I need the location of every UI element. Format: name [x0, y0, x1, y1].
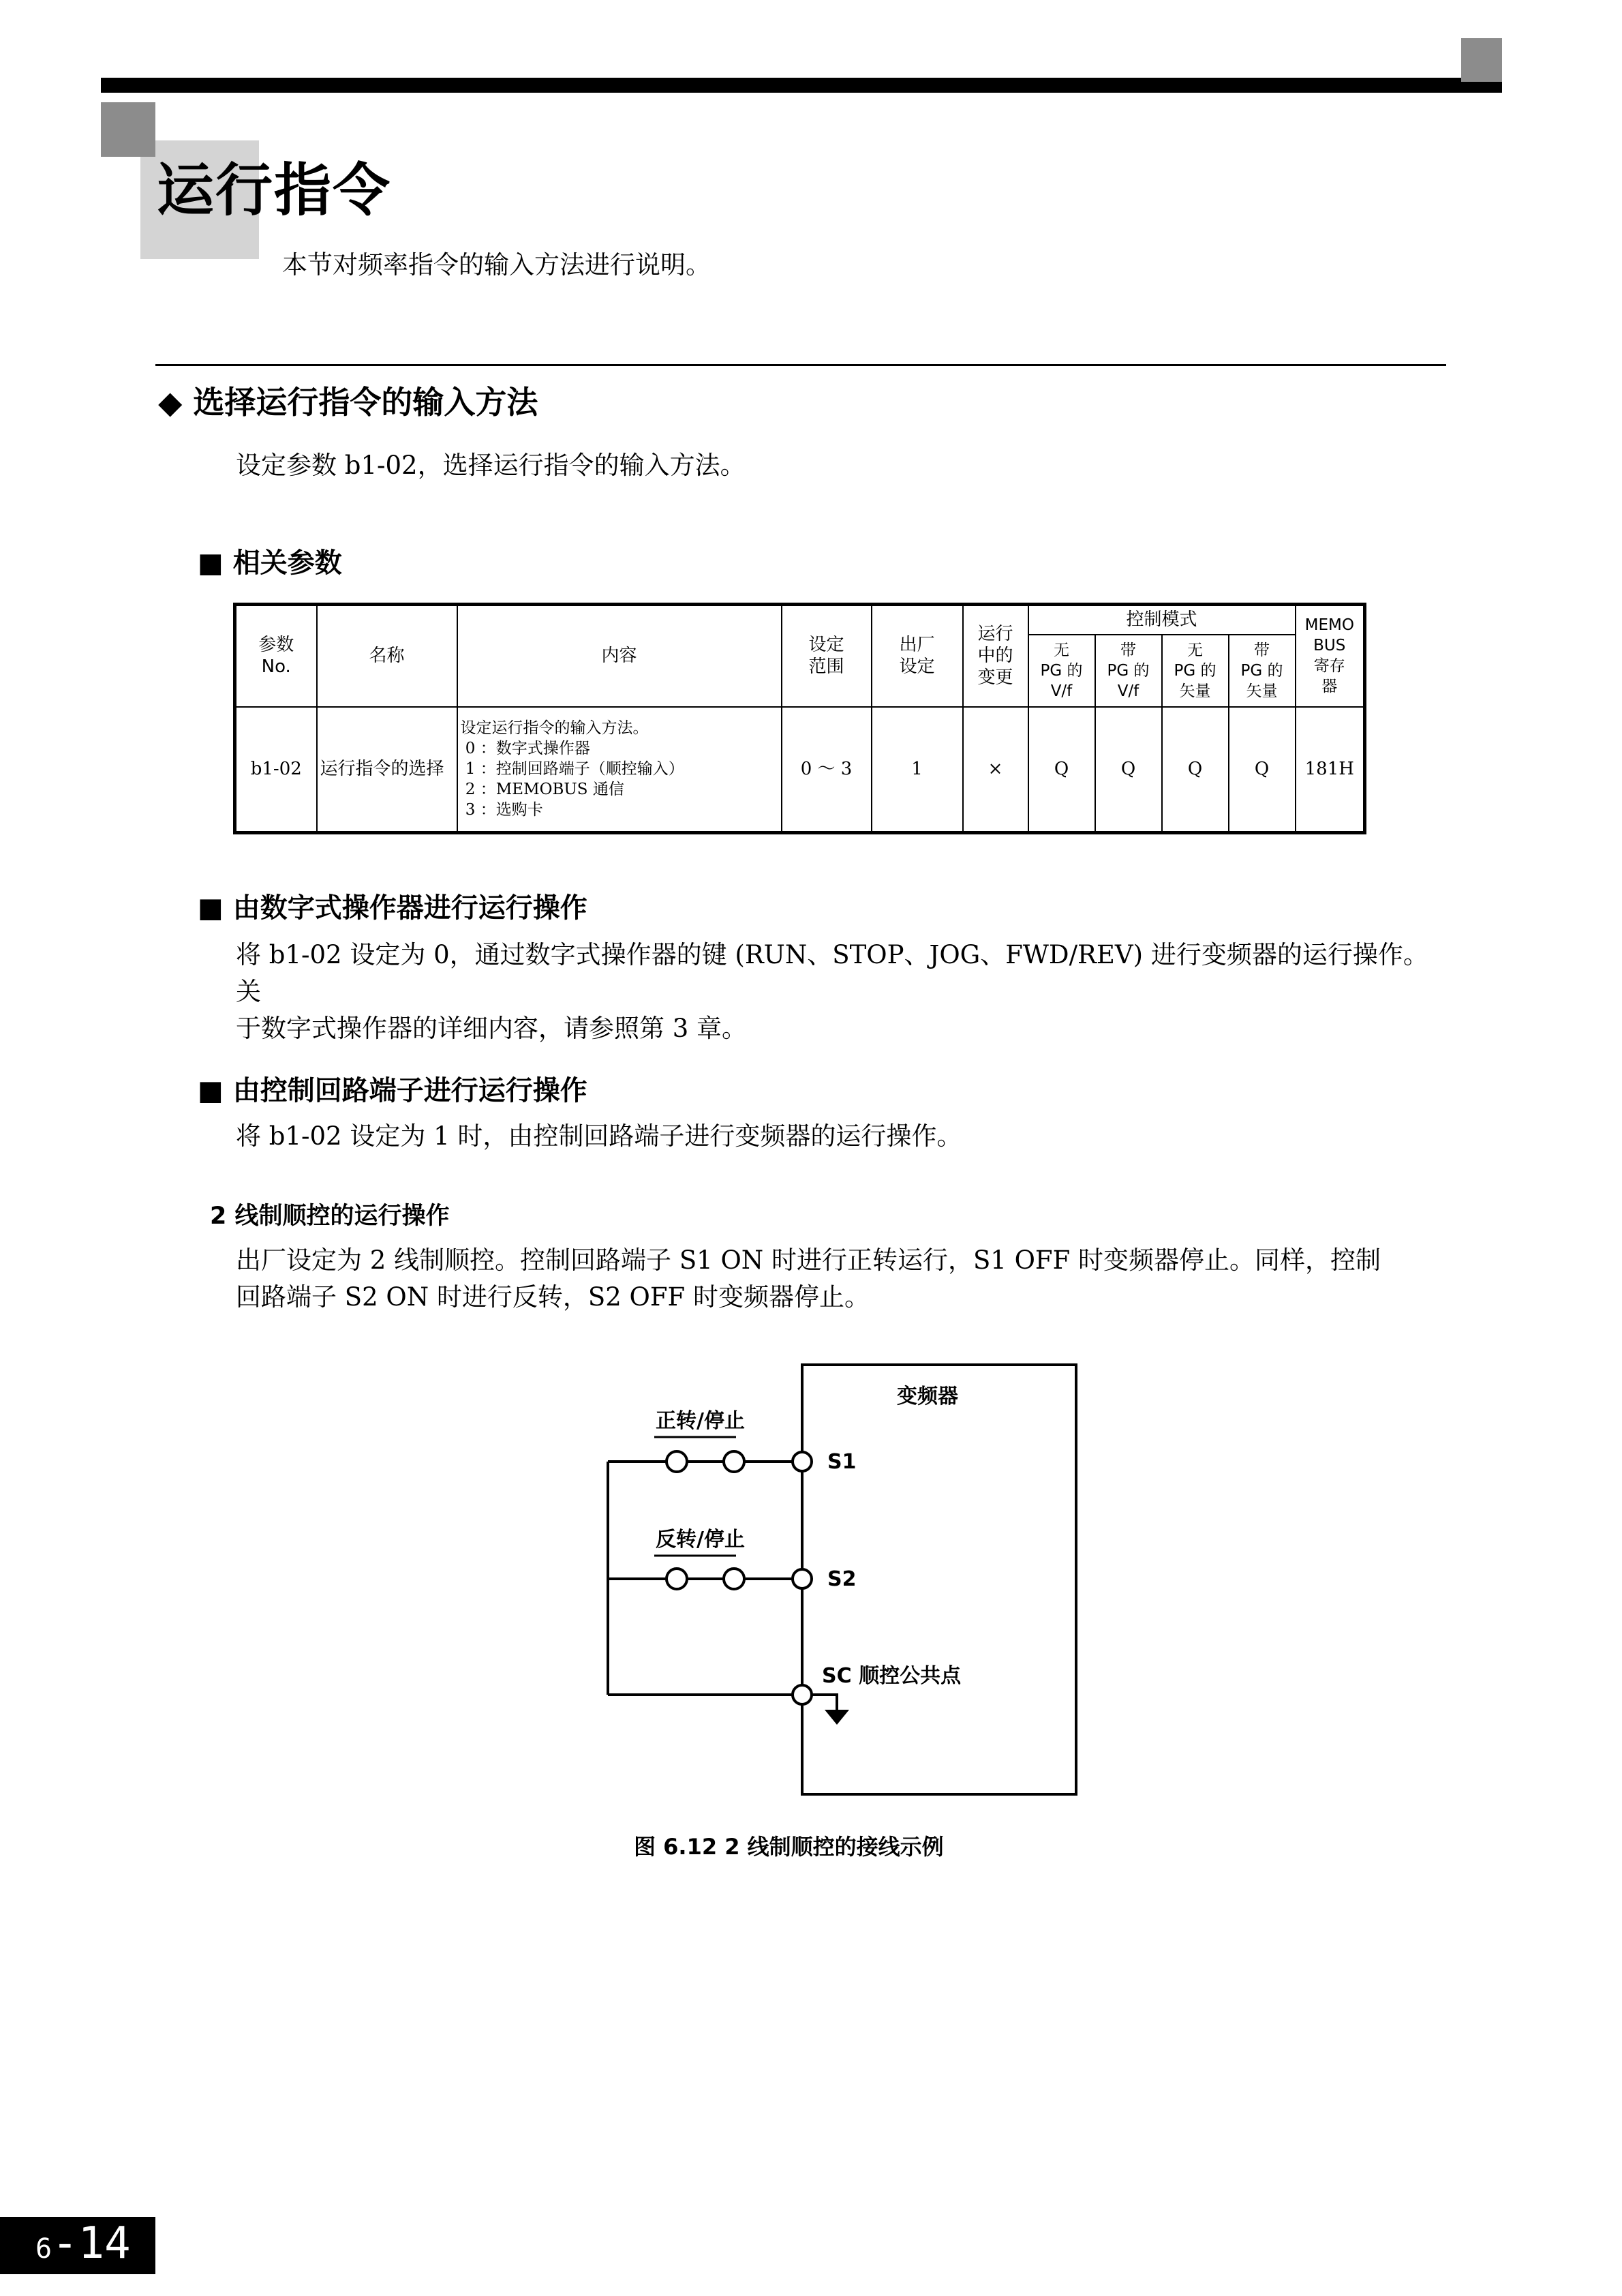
- terminal-s2-label: S2: [827, 1567, 857, 1591]
- header-mode-4: 带 PG 的 矢量: [1229, 635, 1296, 707]
- header-range: 设定 范围: [782, 605, 872, 707]
- header-mode-3: 无 PG 的 矢量: [1162, 635, 1229, 707]
- title-decor-dark-square: [101, 102, 155, 157]
- table-row: [235, 707, 1365, 833]
- header-param-no: 参数 No.: [235, 605, 317, 707]
- cell-mode-4: Q: [1229, 707, 1296, 833]
- terminal-s1-icon: [793, 1452, 812, 1471]
- paragraph-line: 将 b1-02 设定为 0，通过数字式操作器的键 (RUN、STOP、JOG、FWD/REV) 进行变频器的运行操作。关: [236, 940, 1428, 1006]
- related-params-heading-text: 相关参数: [232, 547, 342, 579]
- paragraph-line: 出厂设定为 2 线制顺控。控制回路端子 S1 ON 时进行正转运行，S1 OFF 时变频器停止。同样，控制: [236, 1245, 1381, 1275]
- switch2-contact-b-icon: [724, 1569, 744, 1589]
- ground-arrow-icon: [825, 1710, 849, 1725]
- digital-operator-paragraph: [236, 937, 1449, 1047]
- page-number-suffix: -14: [52, 2218, 131, 2269]
- switch2-label: 反转/停止: [656, 1528, 745, 1552]
- digital-operator-heading-text: 由数字式操作器进行运行操作: [232, 892, 587, 924]
- page-number: [35, 2218, 131, 2269]
- header-control-mode: 控制模式: [1028, 605, 1296, 635]
- cell-param-no: b1-02: [235, 707, 317, 833]
- square-bullet-icon: ■: [198, 892, 233, 924]
- control-terminal-heading: [198, 1069, 587, 1108]
- terminal-s1-label: S1: [827, 1450, 857, 1474]
- page-title: 运行指令: [157, 157, 392, 224]
- header-name: 名称: [317, 605, 457, 707]
- cell-name: 运行指令的选择: [317, 707, 457, 833]
- terminal-s2-icon: [793, 1569, 812, 1588]
- header-memobus: MEMO BUS 寄存 器: [1296, 605, 1365, 707]
- switch2-contact-a-icon: [667, 1569, 687, 1589]
- square-bullet-icon: ■: [198, 547, 233, 579]
- control-terminal-paragraph: 将 b1-02 设定为 1 时，由控制回路端子进行变频器的运行操作。: [236, 1121, 962, 1151]
- wiring-diagram: [600, 1357, 1090, 1807]
- cell-run-change: ×: [963, 707, 1028, 833]
- table-header-row: [235, 605, 1365, 635]
- square-bullet-icon: ■: [198, 1075, 233, 1106]
- two-wire-heading: 2 线制顺控的运行操作: [210, 1203, 450, 1230]
- cell-memobus: 181H: [1296, 707, 1365, 833]
- control-terminal-heading-text: 由控制回路端子进行运行操作: [232, 1075, 587, 1106]
- section-intro: 设定参数 b1-02，选择运行指令的输入方法。: [236, 451, 746, 480]
- parameter-table: [233, 603, 1366, 834]
- switch1-contact-b-icon: [724, 1451, 744, 1472]
- related-params-heading: [198, 541, 342, 580]
- switch1-label: 正转/停止: [656, 1409, 745, 1433]
- header-mode-2: 带 PG 的 V/f: [1095, 635, 1162, 707]
- page-number-prefix: 6: [35, 2233, 52, 2265]
- cell-mode-1: Q: [1028, 707, 1095, 833]
- switch1-contact-a-icon: [667, 1451, 687, 1472]
- terminal-sc-icon: [793, 1685, 812, 1704]
- section-heading: [158, 378, 538, 423]
- two-wire-paragraph: [236, 1242, 1449, 1316]
- cell-mode-2: Q: [1095, 707, 1162, 833]
- header-run-change: 运行 中的 变更: [963, 605, 1028, 707]
- cell-mode-3: Q: [1162, 707, 1229, 833]
- figure-caption: 图 6.12 2 线制顺控的接线示例: [634, 1834, 944, 1860]
- header-factory: 出厂 设定: [872, 605, 963, 707]
- page-intro: 本节对频率指令的输入方法进行说明。: [282, 250, 711, 280]
- terminal-sc-label: SC 顺控公共点: [822, 1664, 962, 1688]
- cell-range: 0 ～ 3: [782, 707, 872, 833]
- ground-wire: [812, 1695, 837, 1711]
- cell-factory: 1: [872, 707, 963, 833]
- header-content: 内容: [457, 605, 782, 707]
- paragraph-line: 回路端子 S2 ON 时进行反转，S2 OFF 时变频器停止。: [236, 1282, 870, 1312]
- inverter-label: 变频器: [897, 1385, 958, 1408]
- paragraph-line: 于数字式操作器的详细内容，请参照第 3 章。: [236, 1014, 748, 1043]
- header-mode-1: 无 PG 的 V/f: [1028, 635, 1095, 707]
- corner-square: [1461, 38, 1502, 82]
- digital-operator-heading: [198, 886, 587, 925]
- cell-content: 设定运行指令的输入方法。 0 ：数字式操作器 1 ：控制回路端子（顺控输入） 2 ：MEMOBUS 通信 3 ：选购卡: [457, 707, 782, 833]
- section-rule: [155, 364, 1446, 366]
- top-rule-bar: [101, 78, 1502, 93]
- diamond-bullet-icon: ◆: [158, 384, 194, 421]
- section-heading-text: 选择运行指令的输入方法: [193, 384, 538, 421]
